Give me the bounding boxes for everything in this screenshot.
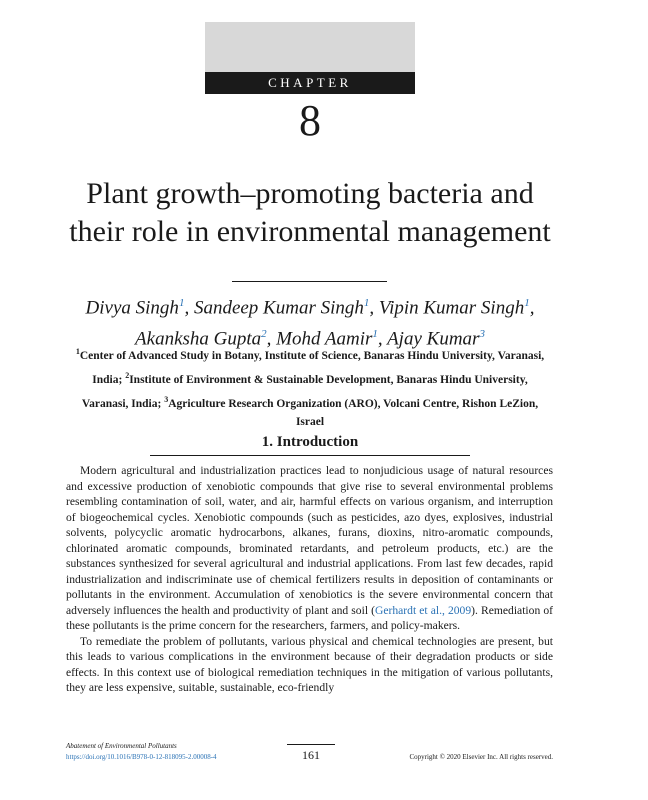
chapter-title: Plant growth–promoting bacteria and their role in environmental management [69,177,551,248]
paragraph [66,463,553,634]
author-affiliation-mark[interactable]: 1 [524,297,530,309]
affiliation-text: Institute of Environment & Sustainable Development, Banaras Hindu University, Varanasi, India; [81,373,528,410]
author-list: Divya Singh$^1$, Sandeep Kumar Singh$^1$, Vipin Kumar Singh$^1$, Akanksha Gupta$^2$, Mohd Aamir$^1$, Ajay Kumar$^3$ [85,297,535,350]
affiliation-number: 2 [125,370,130,380]
citation-link[interactable]: Gerhardt et al., 2009 [374,603,472,617]
paragraph-text: ). Remediation of these pollutants is the prime concern for the researchers, farmers, and policy-makers. [66,603,553,632]
author-affiliation-mark[interactable]: 1 [178,297,185,309]
author-affiliation-mark[interactable]: 2 [261,328,267,341]
page-number: 161 [302,748,320,762]
author-name: Mohd Aamir [276,328,373,350]
author-affiliation-mark[interactable]: 1 [372,328,378,341]
author-affiliation-mark[interactable]: 1 [363,297,370,309]
title-divider [232,281,387,282]
section-heading: 1. Introduction [261,434,359,450]
chapter-label: CHAPTER [205,72,415,94]
footer-journal: Abatement of Environmental Pollutants [66,742,177,750]
author-name: Vipin Kumar Singh [378,297,525,319]
affiliation-text: Center of Advanced Study in Botany, Institute of Science, Banaras Hindu University, Varanasi, India; [79,349,545,386]
footer-divider [287,744,335,745]
paragraph-text: Modern agricultural and industrialization practices lead to nonjudicious usage of natural resources and excessive production of xenobiotic compounds that give rise to several environmental problems resembling contamination of soil, water, and air, harmful effects on various organism, and interruption of biogeochemical cycles. Xenobiotic compounds (such as pesticides, azo dyes, explosives, industrial solvents, polycyclic aromatic hydrocarbons, alkanes, furans, dioxins, nitro-aromatic compounds, chlorinated aromatic compounds, brominated retardants, and petroleum products, etc.) are the substances synthesized for several agricultural and industrial applications. From last few decades, rapid industrialization and indiscriminate use of chemical fertilizers results in deposition of contaminants or pollutants in the environment. Accumulation of xenobiotics is the severe environmental concern that adversely influences the health and productivity of plant and soil ( [66,464,553,617]
author-name: Akanksha Gupta [135,328,262,350]
paragraph: To remediate the problem of pollutants, various physical and chemical technologies are present, but this leads to various complications in the environment because of their degradation products or side effects. In this context use of biological remediation techniques in the mitigation of various pollutants, they are less expensive, suitable, sustainable, eco-friendly [66,634,553,694]
affiliations [70,342,550,432]
author-affiliation-mark[interactable]: 3 [479,328,485,341]
author-name: Sandeep Kumar Singh [193,297,364,319]
chapter-number: 8 [299,96,321,145]
author-name: Divya Singh [85,297,179,319]
footer-doi-link[interactable]: https://doi.org/10.1016/B978-0-12-818095-2.00008-4 [66,753,217,761]
author-name: Ajay Kumar [387,328,480,350]
body-text [66,463,553,696]
section-divider [150,455,470,456]
footer-copyright: Copyright © 2020 Elsevier Inc. All rights reserved. [409,753,553,761]
affiliation-text: Agriculture Research Organization (ARO), Volcani Centre, Rishon LeZion, Israel [168,397,539,429]
chapter-banner [205,22,415,94]
affiliation-number: 1 [75,347,80,356]
affiliation-number: 3 [164,394,169,404]
